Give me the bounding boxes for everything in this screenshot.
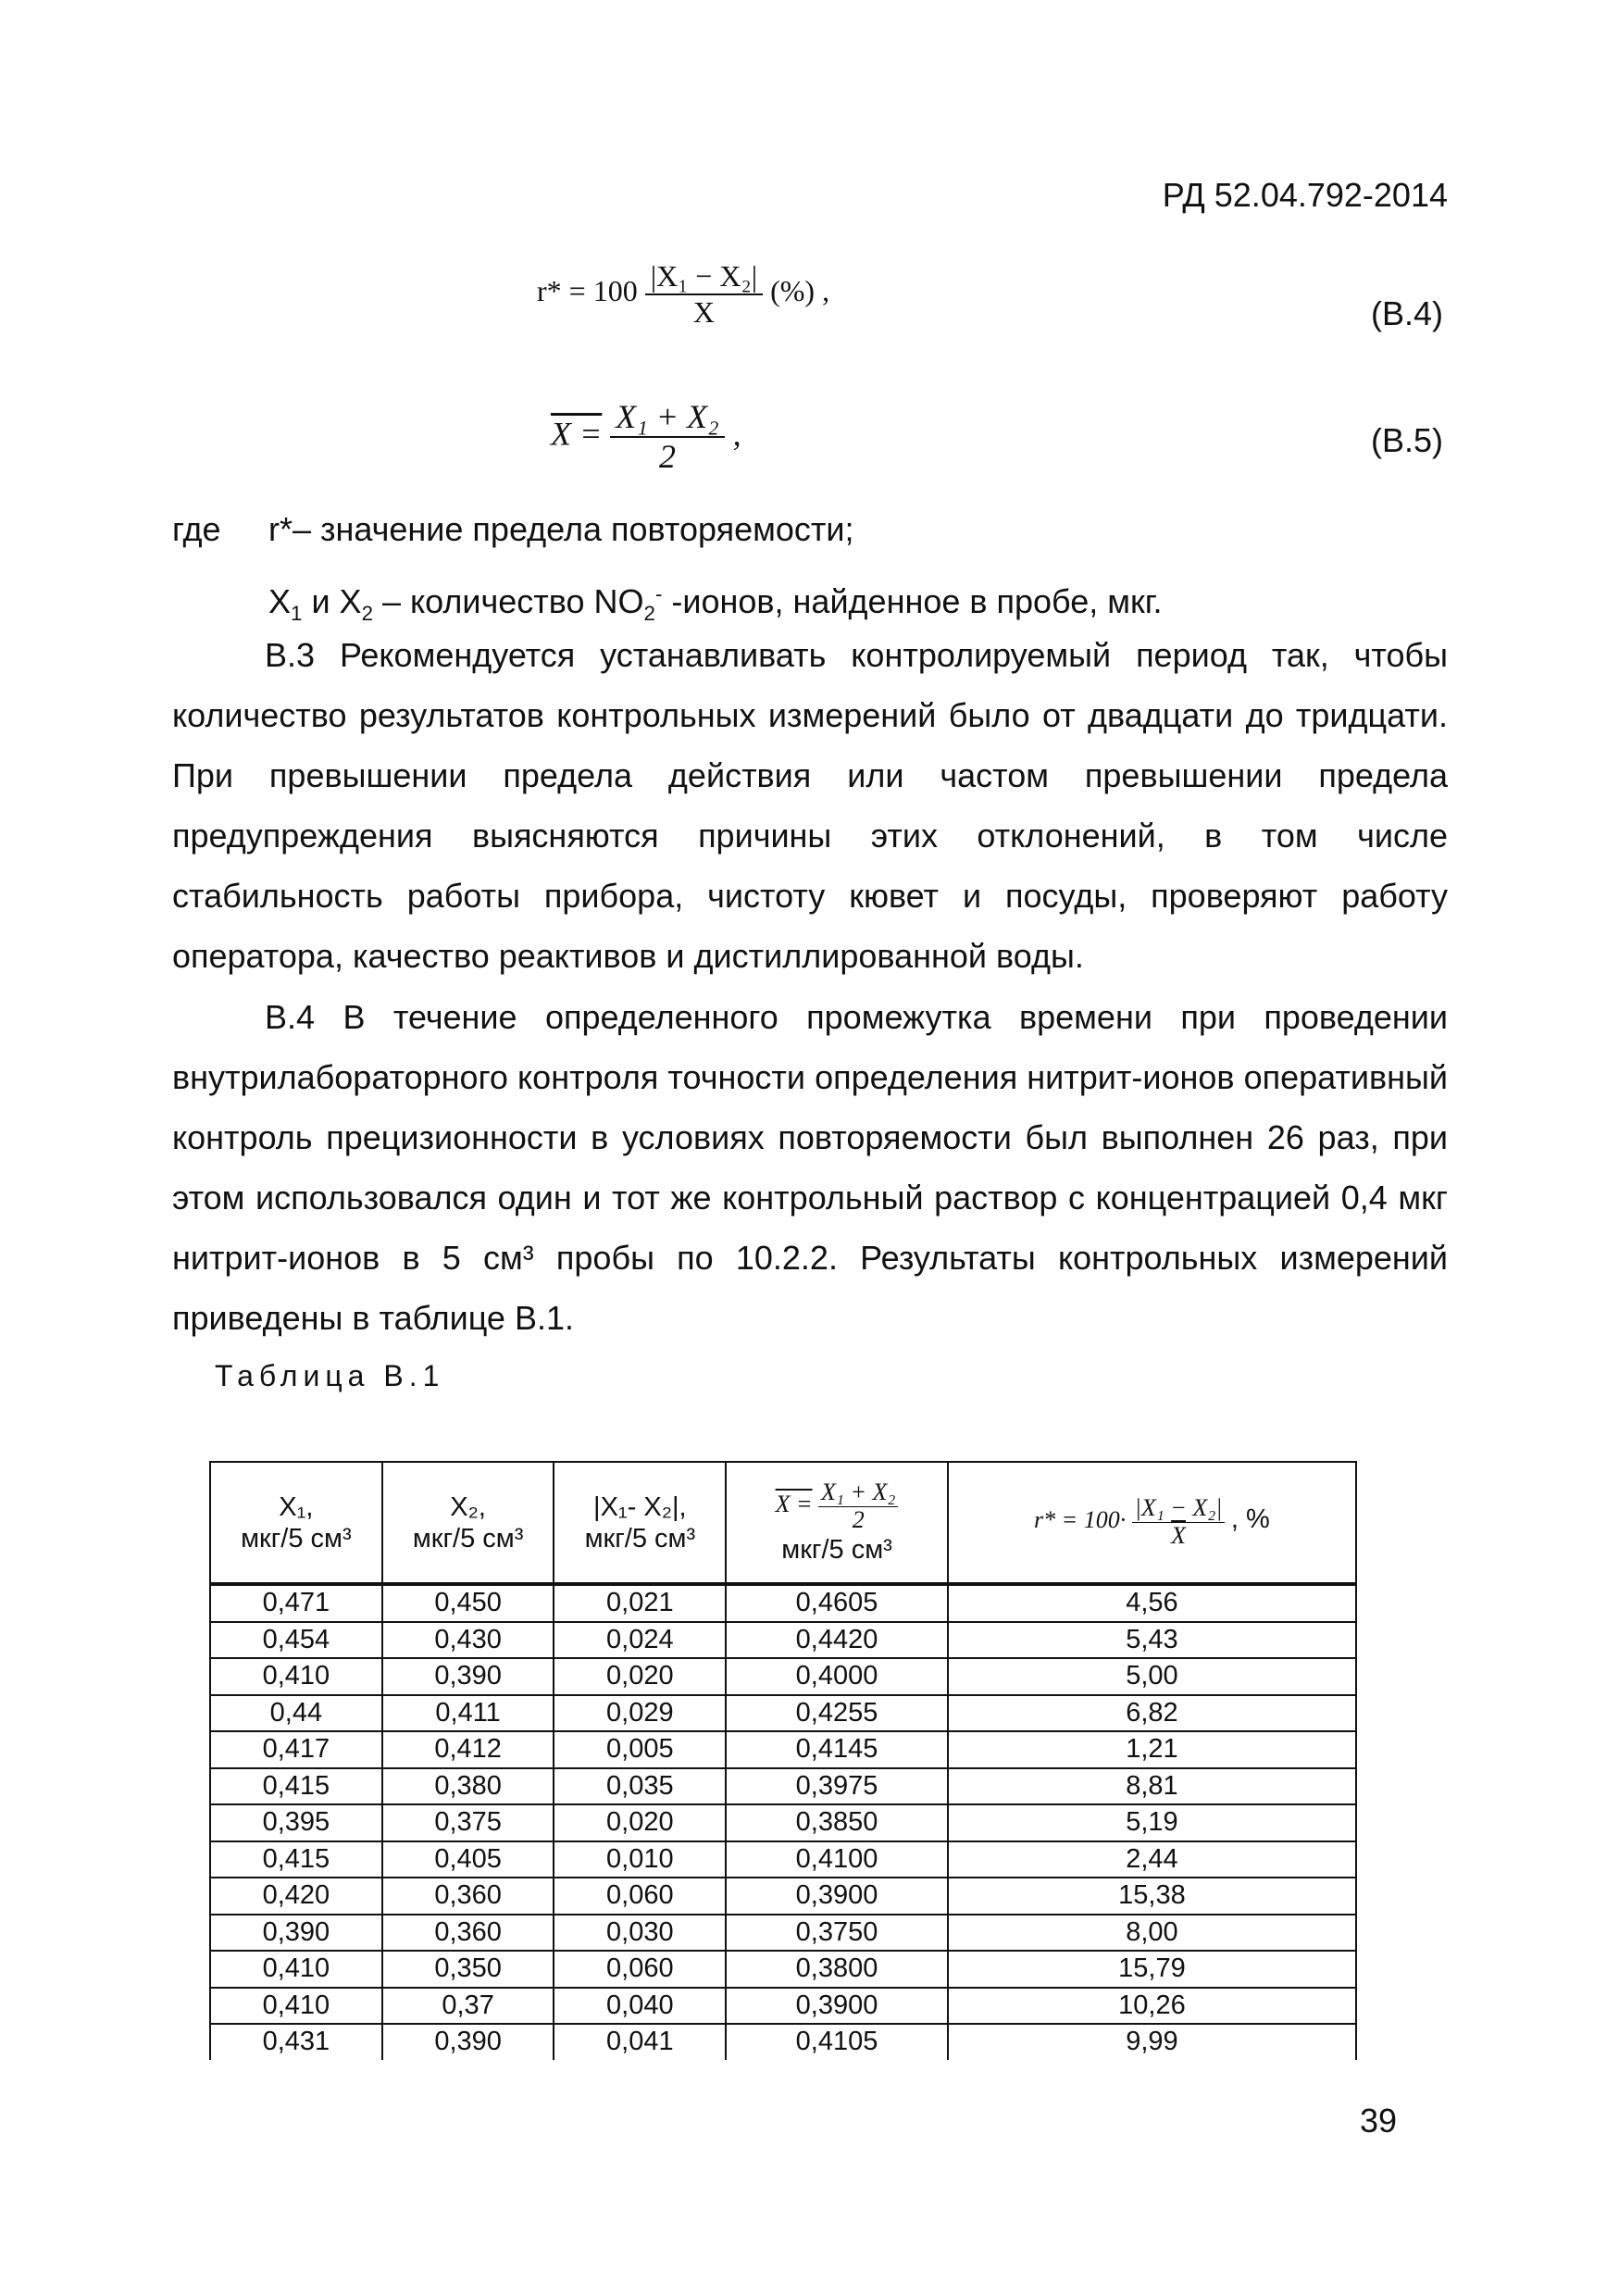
header-repeatability-denominator: X	[1171, 1522, 1186, 1549]
header-mean-lhs: X =	[775, 1491, 813, 1518]
formula-b5-lhs: X =	[551, 415, 603, 453]
formula-b5-suffix: ,	[732, 415, 741, 453]
header-repeatability-lhs: r* = 100·	[1034, 1506, 1127, 1534]
table-row	[210, 1878, 1356, 1915]
cell-x2: 0,350	[382, 1951, 554, 1988]
superscript-minus: -	[654, 582, 663, 605]
cell-mean: 0,4255	[726, 1695, 948, 1732]
cell-x2: 0,37	[382, 1988, 554, 2025]
cell-diff: 0,030	[554, 1915, 726, 1952]
header-diff-symbol: |X₁- X₂|,	[593, 1491, 687, 1522]
header-mean-numerator: X₁ + X₂	[818, 1479, 898, 1507]
formula-b5-fraction	[610, 398, 724, 477]
formula-b4	[537, 259, 829, 330]
table-body	[210, 1584, 1356, 2060]
cell-diff: 0,060	[554, 1878, 726, 1915]
header-diff	[554, 1462, 726, 1584]
cell-x1: 0,44	[210, 1695, 382, 1732]
subscript-1: 1	[291, 602, 303, 626]
formula-b4-suffix: (%) ,	[770, 274, 830, 308]
cell-x1: 0,415	[210, 1841, 382, 1878]
table-header-row	[210, 1462, 1356, 1584]
cell-x1: 0,395	[210, 1804, 382, 1841]
cell-diff: 0,021	[554, 1584, 726, 1622]
cell-repeatability: 5,43	[948, 1622, 1356, 1659]
cell-x1: 0,454	[210, 1622, 382, 1659]
cell-x2: 0,380	[382, 1768, 554, 1805]
header-x2	[382, 1462, 554, 1584]
cell-x2: 0,390	[382, 2024, 554, 2060]
cell-repeatability: 10,26	[948, 1988, 1356, 2025]
cell-diff: 0,041	[554, 2024, 726, 2060]
table-row	[210, 1584, 1356, 1622]
header-repeatability-formula	[950, 1495, 1354, 1549]
table-row	[210, 2024, 1356, 2060]
formula-b5	[551, 398, 741, 477]
cell-x2: 0,430	[382, 1622, 554, 1659]
formula-b4-denominator: X	[692, 294, 715, 329]
cell-diff: 0,020	[554, 1658, 726, 1695]
cell-mean: 0,4100	[726, 1841, 948, 1878]
cell-diff: 0,024	[554, 1622, 726, 1659]
cell-repeatability: 5,19	[948, 1804, 1356, 1841]
cell-mean: 0,3800	[726, 1951, 948, 1988]
cell-x2: 0,411	[382, 1695, 554, 1732]
table-row	[210, 1658, 1356, 1695]
formula-b4-number: (В.4)	[1370, 294, 1443, 332]
cell-x2: 0,412	[382, 1731, 554, 1768]
cell-repeatability: 15,79	[948, 1951, 1356, 1988]
header-repeatability-numerator: |X₁ − X₂|	[1132, 1495, 1226, 1523]
cell-diff: 0,029	[554, 1695, 726, 1732]
formula-b5-numerator: X₁ + X₂	[610, 398, 724, 438]
cell-x1: 0,415	[210, 1768, 382, 1805]
definitions-where: где	[172, 510, 221, 548]
header-mean-denominator: 2	[852, 1506, 865, 1533]
table-row	[210, 1988, 1356, 2025]
header-mean-unit: мкг/5 см³	[781, 1534, 892, 1565]
cell-diff: 0,040	[554, 1988, 726, 2025]
cell-repeatability: 8,81	[948, 1768, 1356, 1805]
paragraph-b3	[172, 625, 1448, 986]
header-repeatability-unit: , %	[1230, 1504, 1270, 1535]
cell-diff: 0,035	[554, 1768, 726, 1805]
formula-b5-number: (В.5)	[1370, 421, 1443, 459]
cell-x2: 0,375	[382, 1804, 554, 1841]
table-row	[210, 1695, 1356, 1732]
cell-x1: 0,410	[210, 1951, 382, 1988]
cell-mean: 0,4145	[726, 1731, 948, 1768]
cell-x1: 0,410	[210, 1658, 382, 1695]
paragraph-b4	[172, 987, 1448, 1348]
cell-x1: 0,390	[210, 1915, 382, 1952]
cell-mean: 0,3975	[726, 1768, 948, 1805]
header-x2-unit: мкг/5 см³	[412, 1523, 524, 1554]
header-x2-symbol: X₂,	[450, 1491, 486, 1522]
cell-repeatability: 15,38	[948, 1878, 1356, 1915]
table-row	[210, 1951, 1356, 1988]
cell-x1: 0,471	[210, 1584, 382, 1622]
cell-mean: 0,4420	[726, 1622, 948, 1659]
formula-b4-fraction	[645, 259, 763, 330]
document-id: РД 52.04.792-2014	[1162, 176, 1448, 214]
page-number: 39	[1359, 2102, 1397, 2140]
cell-x2: 0,390	[382, 1658, 554, 1695]
subscript-no2: 2	[643, 602, 655, 626]
cell-x1: 0,420	[210, 1878, 382, 1915]
cell-mean: 0,4000	[726, 1658, 948, 1695]
cell-x2: 0,450	[382, 1584, 554, 1622]
cell-mean: 0,3900	[726, 1988, 948, 2025]
formula-b5-denominator: 2	[658, 438, 676, 476]
header-mean-formula	[728, 1479, 946, 1533]
header-mean-fraction	[818, 1479, 898, 1533]
definition-x-part4: -ионов, найденное в пробе, мкг.	[662, 582, 1163, 620]
cell-repeatability: 4,56	[948, 1584, 1356, 1622]
definition-x-part3: – количество NO	[372, 582, 644, 620]
table-row	[210, 1804, 1356, 1841]
header-x1-symbol: X₁,	[279, 1491, 314, 1522]
subscript-2: 2	[361, 602, 373, 626]
cell-mean: 0,3850	[726, 1804, 948, 1841]
header-repeatability	[948, 1462, 1356, 1584]
paragraph-b4-text: В.4 В течение определенного промежутка времени при проведении внутрилабораторного контроля точности определения нитрит-ионов оперативный контроль прецизионности в условиях повторяемости был выполнен 26 раз, при этом использовался один и тот же контрольный раствор с концентрацией 0,4 мкг нитрит-ионов в 5 см³ пробы по 10.2.2. Результаты контрольных измерений приведены в таблице В.1.	[172, 998, 1448, 1337]
formula-b4-lhs: r* = 100	[537, 274, 638, 308]
cell-x1: 0,431	[210, 2024, 382, 2060]
cell-repeatability: 1,21	[948, 1731, 1356, 1768]
header-repeatability-fraction	[1132, 1495, 1226, 1549]
cell-x1: 0,417	[210, 1731, 382, 1768]
definition-r: r*– значение предела повторяемости;	[268, 510, 854, 548]
cell-repeatability: 8,00	[948, 1915, 1356, 1952]
cell-mean: 0,3750	[726, 1915, 948, 1952]
table-row	[210, 1768, 1356, 1805]
cell-mean: 0,4105	[726, 2024, 948, 2060]
results-table	[209, 1461, 1357, 2060]
header-mean	[726, 1462, 948, 1584]
cell-x1: 0,410	[210, 1988, 382, 2025]
cell-repeatability: 9,99	[948, 2024, 1356, 2060]
cell-diff: 0,020	[554, 1804, 726, 1841]
definition-x-part2: и X	[302, 582, 362, 620]
header-diff-unit: мкг/5 см³	[584, 1523, 696, 1554]
definition-x-part1: X	[268, 582, 292, 620]
table-caption: Таблица В.1	[215, 1359, 445, 1392]
formula-b4-numerator: |X₁ − X₂|	[645, 259, 763, 295]
paragraph-b3-text: В.3 Рекомендуется устанавливать контролируемый период так, чтобы количество результатов контрольных измерений было от двадцати до тридцати. При превышении предела действия или частом превышении предела предупреждения выясняются причины этих отклонений, в том числе стабильность работы прибора, чистоту кювет и посуды, проверяют работу оператора, качество реактивов и дистиллированной воды.	[172, 636, 1448, 975]
cell-diff: 0,060	[554, 1951, 726, 1988]
header-x1-unit: мкг/5 см³	[241, 1523, 352, 1554]
table-row	[210, 1915, 1356, 1952]
cell-repeatability: 2,44	[948, 1841, 1356, 1878]
header-x1	[210, 1462, 382, 1584]
cell-repeatability: 5,00	[948, 1658, 1356, 1695]
cell-x2: 0,360	[382, 1878, 554, 1915]
table-row	[210, 1731, 1356, 1768]
cell-diff: 0,010	[554, 1841, 726, 1878]
cell-repeatability: 6,82	[948, 1695, 1356, 1732]
cell-mean: 0,3900	[726, 1878, 948, 1915]
cell-x2: 0,405	[382, 1841, 554, 1878]
cell-x2: 0,360	[382, 1915, 554, 1952]
cell-diff: 0,005	[554, 1731, 726, 1768]
table-row	[210, 1841, 1356, 1878]
table-row	[210, 1622, 1356, 1659]
cell-mean: 0,4605	[726, 1584, 948, 1622]
